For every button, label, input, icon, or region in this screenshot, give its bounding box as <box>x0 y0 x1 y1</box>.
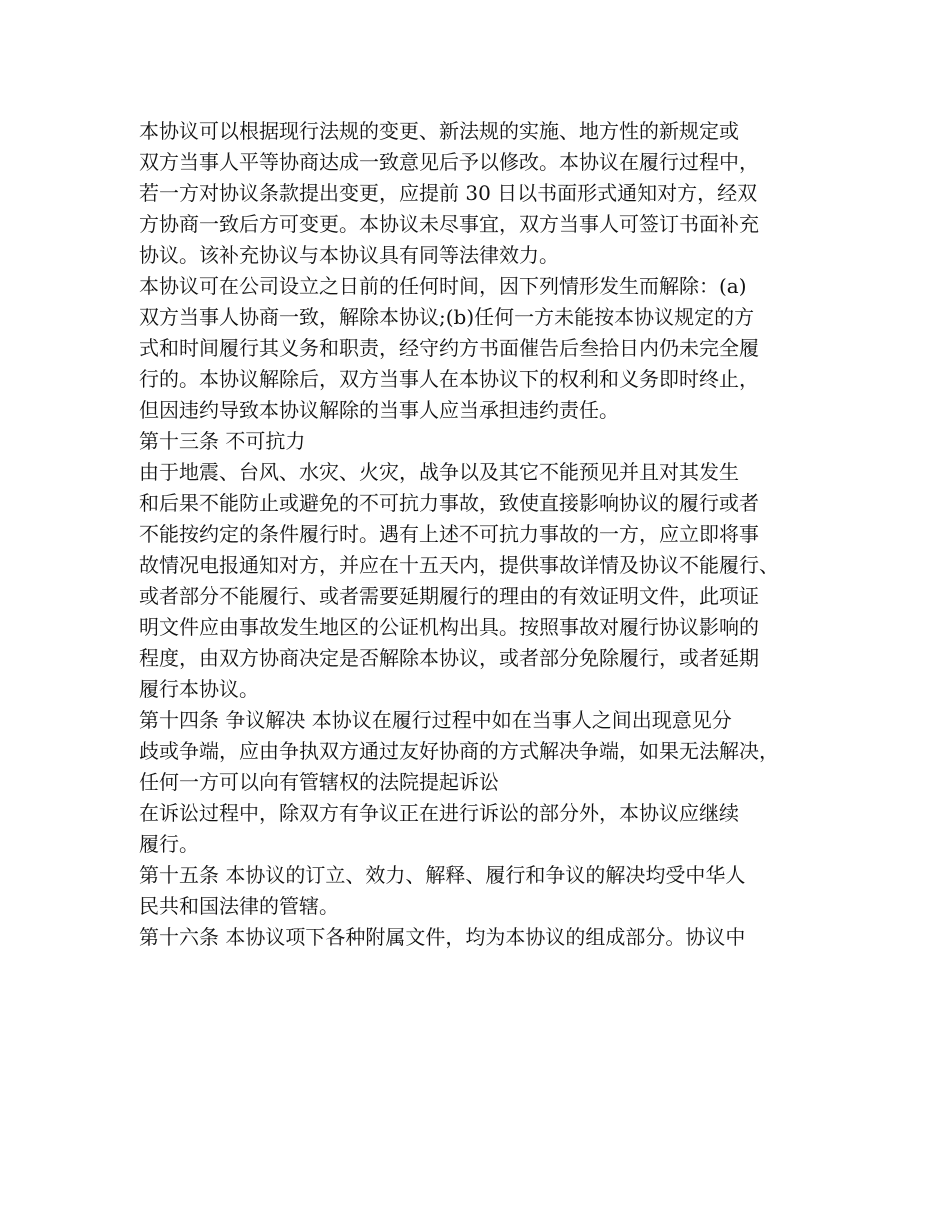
text-line: 式和时间履行其义务和职责，经守约方书面催告后叁拾日内仍未完全履 <box>139 336 759 360</box>
text-line: 任何一方可以向有管辖权的法院提起诉讼 <box>139 770 499 794</box>
text-line: 本协议可以根据现行法规的变更、新法规的实施、地方性的新规定或 <box>139 119 739 143</box>
section-heading: 第十四条 争议解决 本协议在履行过程中如在当事人之间出现意见分 <box>139 708 732 732</box>
text-line: 履行。 <box>139 832 199 856</box>
text-line: 不能按约定的条件履行时。遇有上述不可抗力事故的一方，应立即将事 <box>139 522 759 546</box>
text-line: 程度，由双方协商决定是否解除本协议，或者部分免除履行，或者延期 <box>139 646 759 670</box>
section-heading: 第十五条 本协议的订立、效力、解释、履行和争议的解决均受中华人 <box>139 863 746 887</box>
text-line: 民共和国法律的管辖。 <box>139 894 339 918</box>
text-line: 双方当事人协商一致，解除本协议;(b)任何一方未能按本协议规定的方 <box>139 305 755 329</box>
text-line: 本协议可在公司设立之日前的任何时间，因下列情形发生而解除：(a) <box>139 274 747 298</box>
section-heading: 第十三条 不可抗力 <box>139 429 306 453</box>
text-line: 但因违约导致本协议解除的当事人应当承担违约责任。 <box>139 398 619 422</box>
text-line: 明文件应由事故发生地区的公证机构出具。按照事故对履行协议影响的 <box>139 615 759 639</box>
text-line: 协议。该补充协议与本协议具有同等法律效力。 <box>139 243 559 267</box>
text-line: 或者部分不能履行、或者需要延期履行的理由的有效证明文件，此项证 <box>139 584 759 608</box>
section-heading: 第十六条 本协议项下各种附属文件，均为本协议的组成部分。协议中 <box>139 925 746 949</box>
text-line: 方协商一致后方可变更。本协议未尽事宜，双方当事人可签订书面补充 <box>139 212 759 236</box>
text-line: 在诉讼过程中，除双方有争议正在进行诉讼的部分外，本协议应继续 <box>139 801 739 825</box>
text-line: 歧或争端，应由争执双方通过友好协商的方式解决争端，如果无法解决， <box>139 739 779 763</box>
text-line: 履行本协议。 <box>139 677 259 701</box>
document-body <box>139 116 819 953</box>
text-line: 由于地震、台风、水灾、火灾，战争以及其它不能预见并且对其发生 <box>139 460 739 484</box>
text-line: 故情况电报通知对方，并应在十五天内，提供事故详情及协议不能履行、 <box>139 553 779 577</box>
text-line: 和后果不能防止或避免的不可抗力事故，致使直接影响协议的履行或者 <box>139 491 759 515</box>
text-line: 双方当事人平等协商达成一致意见后予以修改。本协议在履行过程中， <box>139 150 759 174</box>
text-line: 若一方对协议条款提出变更，应提前 30 日以书面形式通知对方，经双 <box>139 181 758 205</box>
text-line: 行的。本协议解除后，双方当事人在本协议下的权利和义务即时终止， <box>139 367 759 391</box>
